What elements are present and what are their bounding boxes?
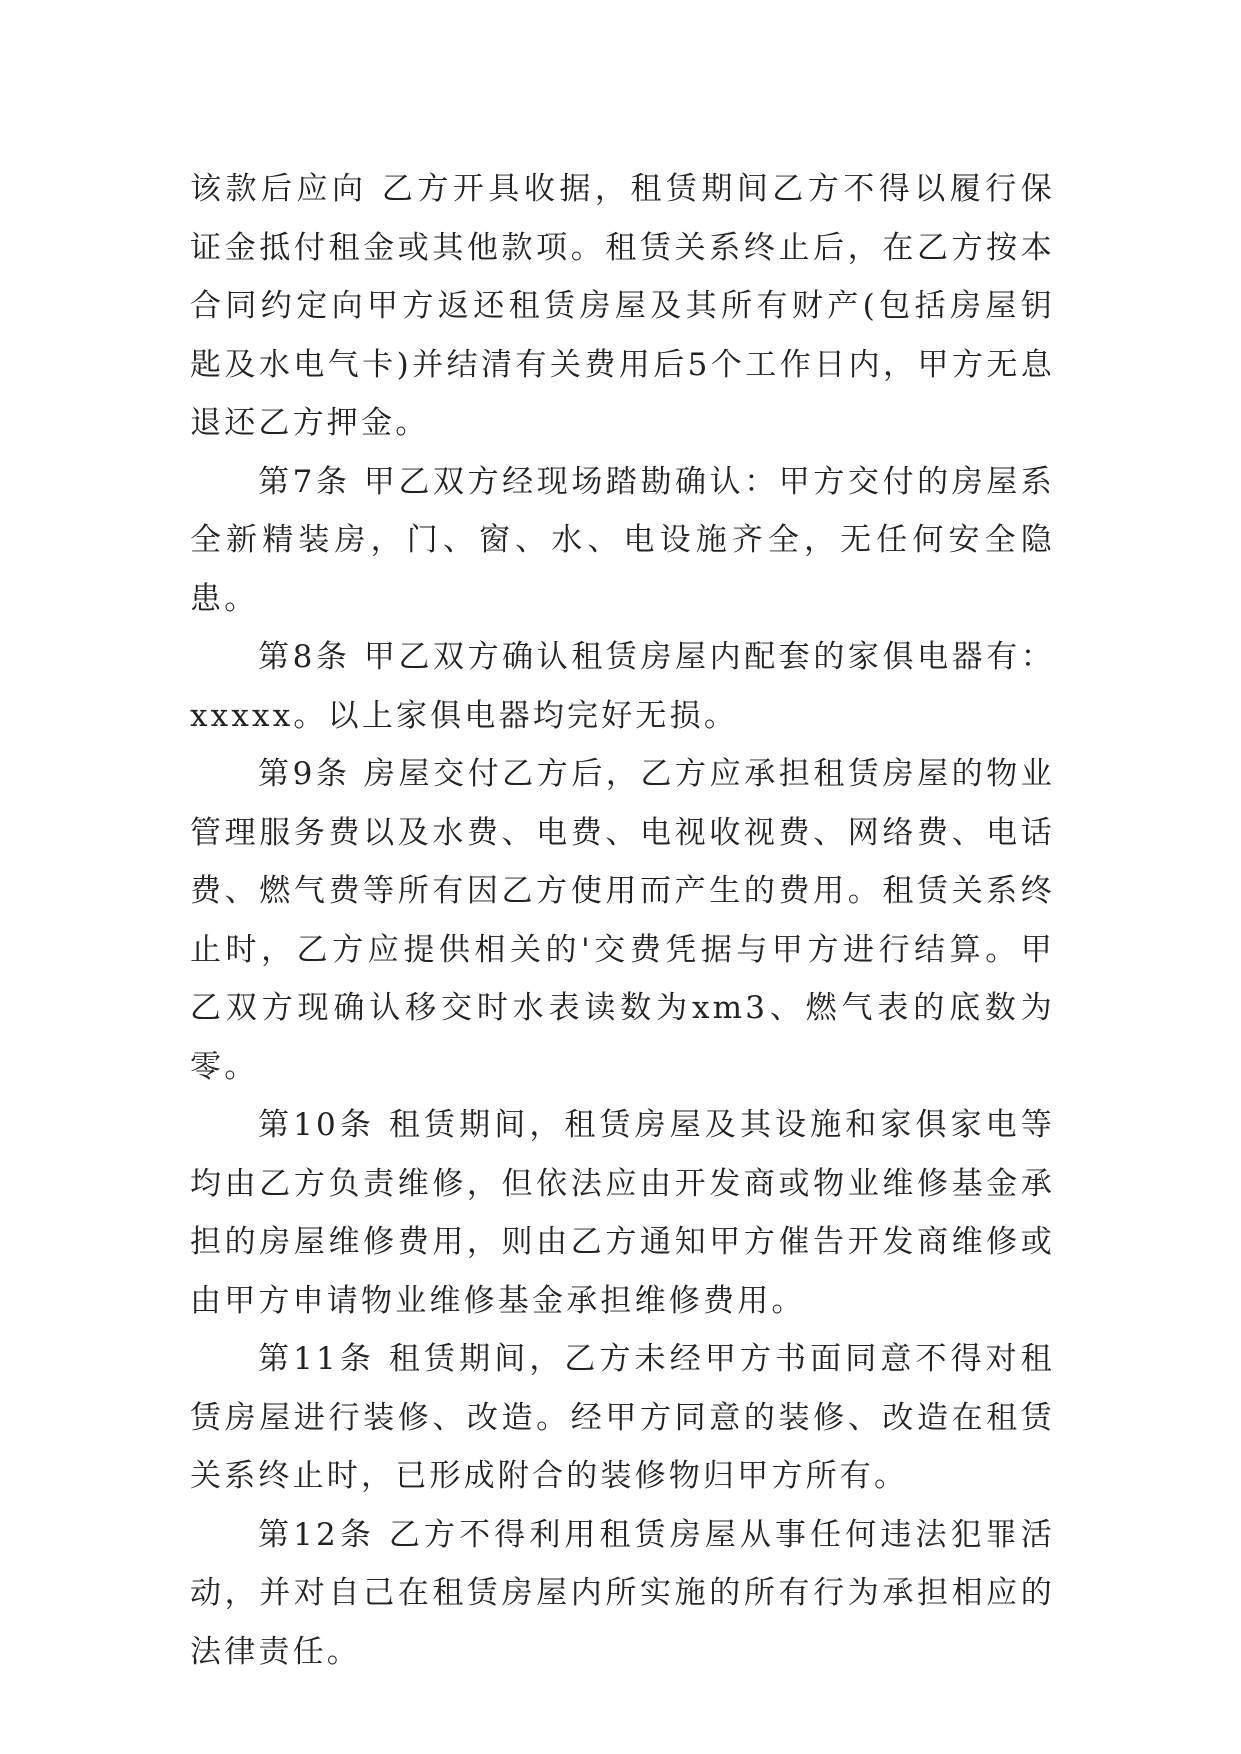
paragraph-article-9: 第9条 房屋交付乙方后，乙方应承担租赁房屋的物业管理服务费以及水费、电费、电视收视费、网络费、电话费、燃气费等所有因乙方使用而产生的费用。租赁关系终止时，乙方应提供相关的'交费凭据与甲方进行结算。甲乙双方现确认移交时水表读数为xm3、燃气表的底数为零。 [190, 756, 1055, 1085]
document-body [190, 160, 1055, 1681]
paragraph-deposit-continuation: 该款后应向 乙方开具收据，租赁期间乙方不得以履行保证金抵付租金或其他款项。租赁关系终止后，在乙方按本合同约定向甲方返还租赁房屋及其所有财产(包括房屋钥匙及水电气卡)并结清有关费用后5个工作日内，甲方无息退还乙方押金。 [190, 171, 1055, 441]
paragraph-article-10: 第10条 租赁期间，租赁房屋及其设施和家俱家电等均由乙方负责维修，但依法应由开发商或物业维修基金承担的房屋维修费用，则由乙方通知甲方催告开发商维修或由甲方申请物业维修基金承担维修费用。 [190, 1107, 1055, 1319]
paragraph-article-11: 第11条 租赁期间，乙方未经甲方书面同意不得对租赁房屋进行装修、改造。经甲方同意的装修、改造在租赁关系终止时，已形成附合的装修物归甲方所有。 [190, 1341, 1055, 1494]
paragraph-article-7: 第7条 甲乙双方经现场踏勘确认：甲方交付的房屋系全新精装房，门、窗、水、电设施齐全，无任何安全隐患。 [190, 463, 1055, 617]
paragraph-article-8: 第8条 甲乙双方确认租赁房屋内配套的家俱电器有：xxxxx。以上家俱电器均完好无损。 [190, 639, 1055, 734]
paragraph-article-12: 第12条 乙方不得利用租赁房屋从事任何违法犯罪活动，并对自己在租赁房屋内所实施的所有行为承担相应的法律责任。 [190, 1516, 1055, 1670]
